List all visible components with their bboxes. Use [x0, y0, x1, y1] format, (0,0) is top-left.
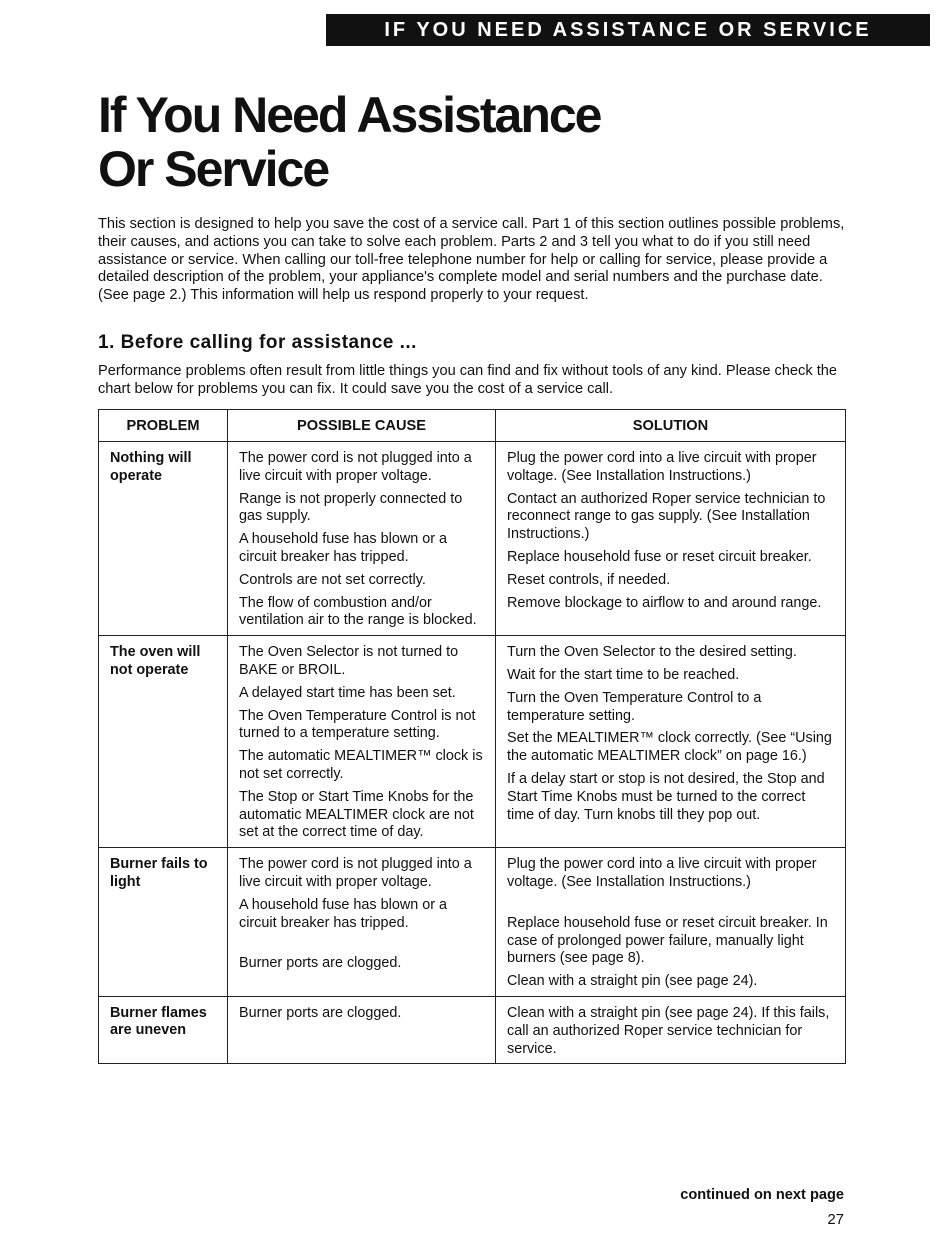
cause-item: The automatic MEALTIMER™ clock is not set correctly.: [239, 748, 483, 782]
problem-cell: [99, 848, 228, 997]
cause-item: The power cord is not plugged into a live circuit with proper voltage.: [239, 450, 472, 484]
cause-item: A household fuse has blown or a circuit breaker has tripped.: [239, 896, 448, 931]
solution-item: Remove blockage to airflow to and around range.: [507, 594, 822, 611]
cause-item: The power cord is not plugged into a live circuit with proper voltage.: [239, 856, 472, 890]
page-title-line-2: Or Service: [98, 141, 329, 197]
page-title: [98, 88, 600, 196]
solution-item: Wait for the start time to be reached.: [507, 666, 740, 683]
problem-cell: [99, 996, 228, 1063]
intro-paragraph: This section is designed to help you save the cost of a service call. Part 1 of this section outlines possible problems, their causes, and actions you can take to solve each problem. Parts 2 and 3 tell you what to do if you still need assistance or service. When calling our toll-free telephone number for help or calling for service, please provide a detailed description of the problem, your appliance's complete model and serial numbers and the purchase date. (See page 2.) This information will help us respond properly to your request.: [98, 216, 845, 304]
section-heading: 1. Before calling for assistance ...: [98, 332, 417, 353]
solution-item: Replace household fuse or reset circuit breaker. In case of prolonged power failure, manually light burners (see page 8).: [507, 914, 828, 967]
solution-item: Replace household fuse or reset circuit breaker.: [507, 548, 812, 565]
solution-cell: [496, 636, 846, 848]
problem-label: The oven will not operate: [110, 644, 201, 678]
cause-item: Burner ports are clogged.: [239, 1004, 402, 1021]
cause-cell: [228, 996, 496, 1063]
solution-item: Turn the Oven Temperature Control to a temperature setting.: [507, 689, 762, 724]
solution-item: Plug the power cord into a live circuit with proper voltage. (See Installation Instructions.): [507, 856, 817, 890]
table-row: [99, 636, 846, 848]
solution-cell: [496, 442, 846, 636]
cause-item: The Oven Selector is not turned to BAKE or BROIL.: [239, 644, 459, 678]
cause-item: The flow of combustion and/or ventilation air to the range is blocked.: [239, 594, 477, 629]
cause-item: The Stop or Start Time Knobs for the automatic MEALTIMER clock are not set at the correct time of day.: [239, 788, 474, 841]
solution-item: Set the MEALTIMER™ clock correctly. (See “Using the automatic MEALTIMER clock” on page 16.): [507, 730, 832, 765]
problem-label: Burner flames are uneven: [110, 1004, 207, 1039]
cause-item: Range is not properly connected to gas supply.: [239, 490, 463, 525]
solution-cell: [496, 996, 846, 1063]
continued-note: continued on next page: [680, 1187, 844, 1203]
solution-item: Clean with a straight pin (see page 24). If this fails, call an authorized Roper service technician for service.: [507, 1004, 830, 1057]
cause-item: A delayed start time has been set.: [239, 684, 456, 701]
troubleshooting-table: [98, 409, 846, 1064]
table-row: [99, 848, 846, 997]
section-paragraph: Performance problems often result from little things you can find and fix without tools of any kind. Please check the chart below for problems you can fix. It could save you the cost of a service call.: [98, 363, 837, 397]
header-solution: SOLUTION: [496, 410, 846, 442]
problem-label: Burner fails to light: [110, 856, 208, 890]
cause-cell: [228, 636, 496, 848]
cause-cell: [228, 442, 496, 636]
cause-cell: [228, 848, 496, 997]
problem-cell: [99, 442, 228, 636]
solution-item: Reset controls, if needed.: [507, 571, 671, 588]
header-possible-cause: POSSIBLE CAUSE: [228, 410, 496, 442]
table-row: [99, 442, 846, 636]
section-banner: [326, 14, 930, 46]
header-problem: PROBLEM: [99, 410, 228, 442]
solution-cell: [496, 848, 846, 997]
solution-item: Turn the Oven Selector to the desired setting.: [507, 644, 797, 661]
cause-item: The Oven Temperature Control is not turned to a temperature setting.: [239, 707, 476, 742]
cause-item: A household fuse has blown or a circuit breaker has tripped.: [239, 531, 448, 565]
cause-item: Burner ports are clogged.: [239, 955, 402, 972]
page-title-line-1: If You Need Assistance: [98, 87, 601, 143]
solution-item: Plug the power cord into a live circuit with proper voltage. (See Installation Instructions.): [507, 450, 817, 484]
solution-item: Clean with a straight pin (see page 24).: [507, 973, 758, 990]
problem-cell: [99, 636, 228, 848]
table-row: [99, 996, 846, 1063]
solution-item: If a delay start or stop is not desired, the Stop and Start Time Knobs must be turned to the correct time of day. Turn knobs till they pop out.: [507, 770, 825, 823]
table-header-row: [99, 410, 846, 442]
problem-label: Nothing will operate: [110, 450, 192, 484]
section-banner-text: IF YOU NEED ASSISTANCE OR SERVICE: [384, 19, 872, 41]
solution-item: Contact an authorized Roper service technician to reconnect range to gas supply. (See Installation Instructions.): [507, 490, 826, 543]
cause-item: Controls are not set correctly.: [239, 571, 426, 588]
page-number: 27: [827, 1211, 844, 1228]
